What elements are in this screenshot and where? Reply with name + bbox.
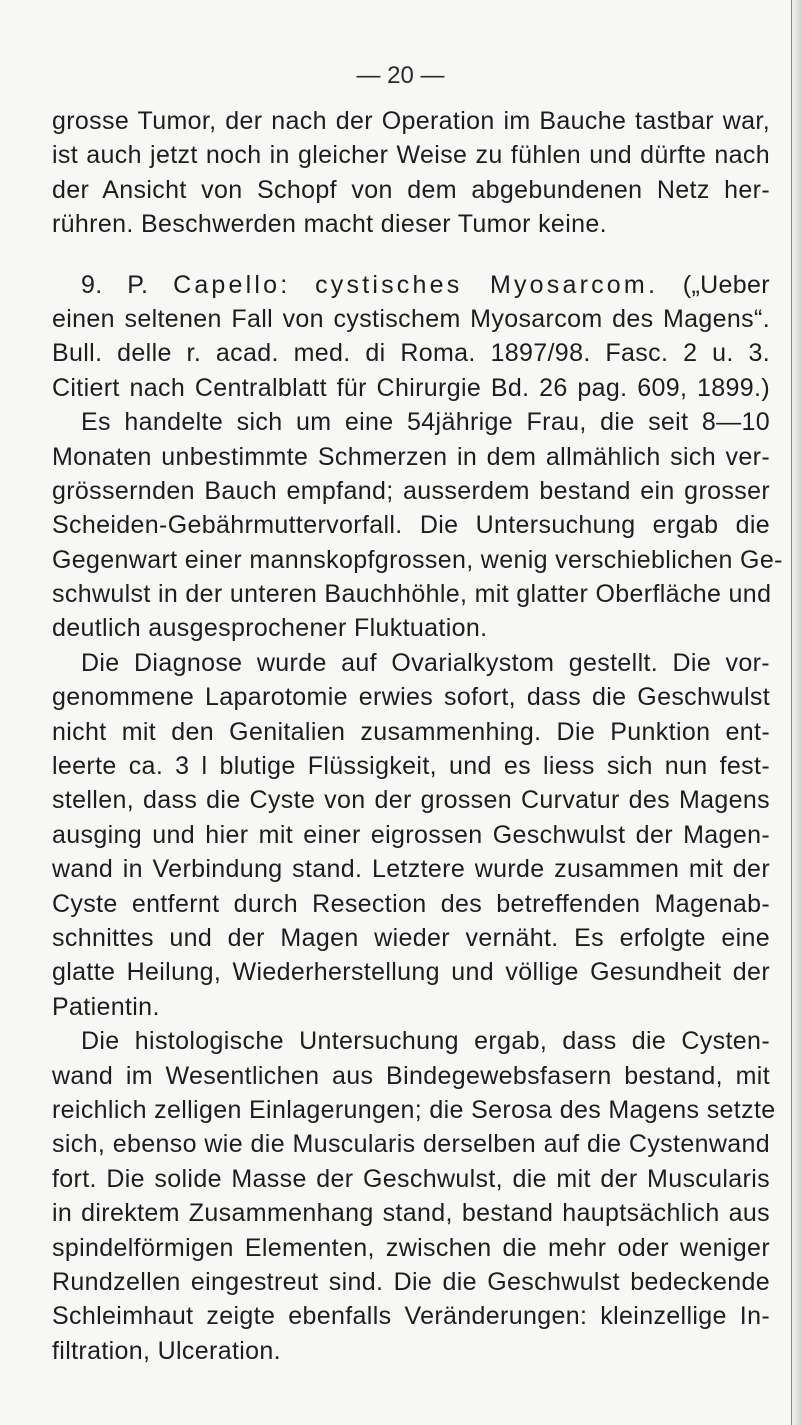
text-line: Schleimhaut zeigte ebenfalls Veränderungen: kleinzellige In- bbox=[52, 1302, 770, 1331]
text-line: deutlich ausgesprochener Fluktuation. bbox=[52, 614, 488, 643]
text-line: Cyste entfernt durch Resection des betreffenden Magenab- bbox=[52, 889, 770, 918]
text-line: Patientin. bbox=[52, 992, 160, 1021]
text-line: der Ansicht von Schopf von dem abgebundenen Netz her- bbox=[52, 175, 770, 204]
text-line: spindelförmigen Elementen, zwischen die mehr oder weniger bbox=[52, 1233, 770, 1262]
text-line: schwulst in der unteren Bauchhöhle, mit glatter Oberfläche und bbox=[52, 580, 772, 609]
page-edge-line bbox=[791, 0, 792, 1425]
paragraph-histology bbox=[52, 1024, 776, 1368]
text-line: ausging und hier mit einer eigrossen Geschwulst der Magen- bbox=[52, 820, 770, 849]
paragraph-operation bbox=[52, 646, 770, 1024]
text-line: grosse Tumor, der nach der Operation im Bauche tastbar war, bbox=[52, 107, 770, 135]
text-line: glatte Heilung, Wiederherstellung und völlige Gesundheit der bbox=[52, 958, 770, 987]
case-number: 9. P. bbox=[81, 270, 174, 299]
text-line: grössernden Bauch empfand; ausserdem bestand ein grosser bbox=[52, 476, 770, 505]
citation-line: Bull. delle r. acad. med. di Roma. 1897/98. Fasc. 2 u. 3. bbox=[52, 339, 770, 368]
paragraph-case-history bbox=[52, 405, 783, 646]
case-title: cystisches Myosarcom. bbox=[315, 270, 659, 299]
body-text bbox=[52, 104, 783, 1368]
citation-start: („Ueber bbox=[658, 270, 770, 299]
text-line: sich, ebenso wie die Muscularis derselben auf die Cystenwand bbox=[52, 1130, 770, 1159]
text-line: Scheiden-Gebährmuttervorfall. Die Untersuchung ergab die bbox=[52, 511, 770, 540]
text-line: wand in Verbindung stand. Letztere wurde zusammen mit der bbox=[52, 855, 770, 884]
text-line: Die histologische Untersuchung ergab, dass die Cysten- bbox=[81, 1027, 770, 1056]
text-line: Monaten unbestimmte Schmerzen in dem allmählich sich ver- bbox=[52, 442, 770, 471]
text-line: filtration, Ulceration. bbox=[52, 1336, 281, 1365]
case-entry-9 bbox=[52, 268, 770, 406]
citation-line: Citiert nach Centralblatt für Chirurgie Bd. 26 pag. 609, 1899.) bbox=[52, 373, 770, 402]
text-line: stellen, dass die Cyste von der grossen Curvatur des Magens bbox=[52, 786, 770, 815]
text-line: rühren. Beschwerden macht dieser Tumor keine. bbox=[52, 210, 607, 239]
case-author: Capello: bbox=[173, 270, 291, 299]
text-line: ist auch jetzt noch in gleicher Weise zu fühlen und dürfte nach bbox=[52, 141, 770, 170]
text-line: schnittes und der Magen wieder vernäht. Es erfolgte eine bbox=[52, 923, 770, 952]
text-line: Es handelte sich um eine 54jährige Frau, die seit 8—10 bbox=[81, 408, 770, 437]
paragraph-continuation bbox=[52, 104, 770, 242]
text-line: Gegenwart einer mannskopfgrossen, wenig verschieblichen Ge- bbox=[52, 545, 783, 574]
section-gap bbox=[52, 242, 770, 268]
text-line: wand im Wesentlichen aus Bindegewebsfasern bestand, mit bbox=[52, 1061, 770, 1090]
text-line: leerte ca. 3 l blutige Flüssigkeit, und es liess sich nun fest- bbox=[52, 752, 770, 781]
text-line: nicht mit den Genitalien zusammenhing. Die Punktion ent- bbox=[52, 717, 770, 746]
page-number: — 20 — bbox=[356, 62, 445, 89]
text-line: Die Diagnose wurde auf Ovarialkystom gestellt. Die vor- bbox=[81, 648, 770, 677]
text-line: Rundzellen eingestreut sind. Die die Geschwulst bedeckende bbox=[52, 1267, 770, 1296]
text-line: reichlich zelligen Einlagerungen; die Serosa des Magens setzte bbox=[52, 1095, 776, 1124]
text-line: in direktem Zusammenhang stand, bestand hauptsächlich aus bbox=[52, 1199, 770, 1228]
case-heading bbox=[52, 268, 770, 302]
citation-line: einen seltenen Fall von cystischem Myosarcom des Magens“. bbox=[52, 304, 770, 333]
text-line: genommene Laparotomie erwies sofort, dass die Geschwulst bbox=[52, 683, 770, 712]
text-line: fort. Die solide Masse der Geschwulst, die mit der Muscularis bbox=[52, 1164, 770, 1193]
